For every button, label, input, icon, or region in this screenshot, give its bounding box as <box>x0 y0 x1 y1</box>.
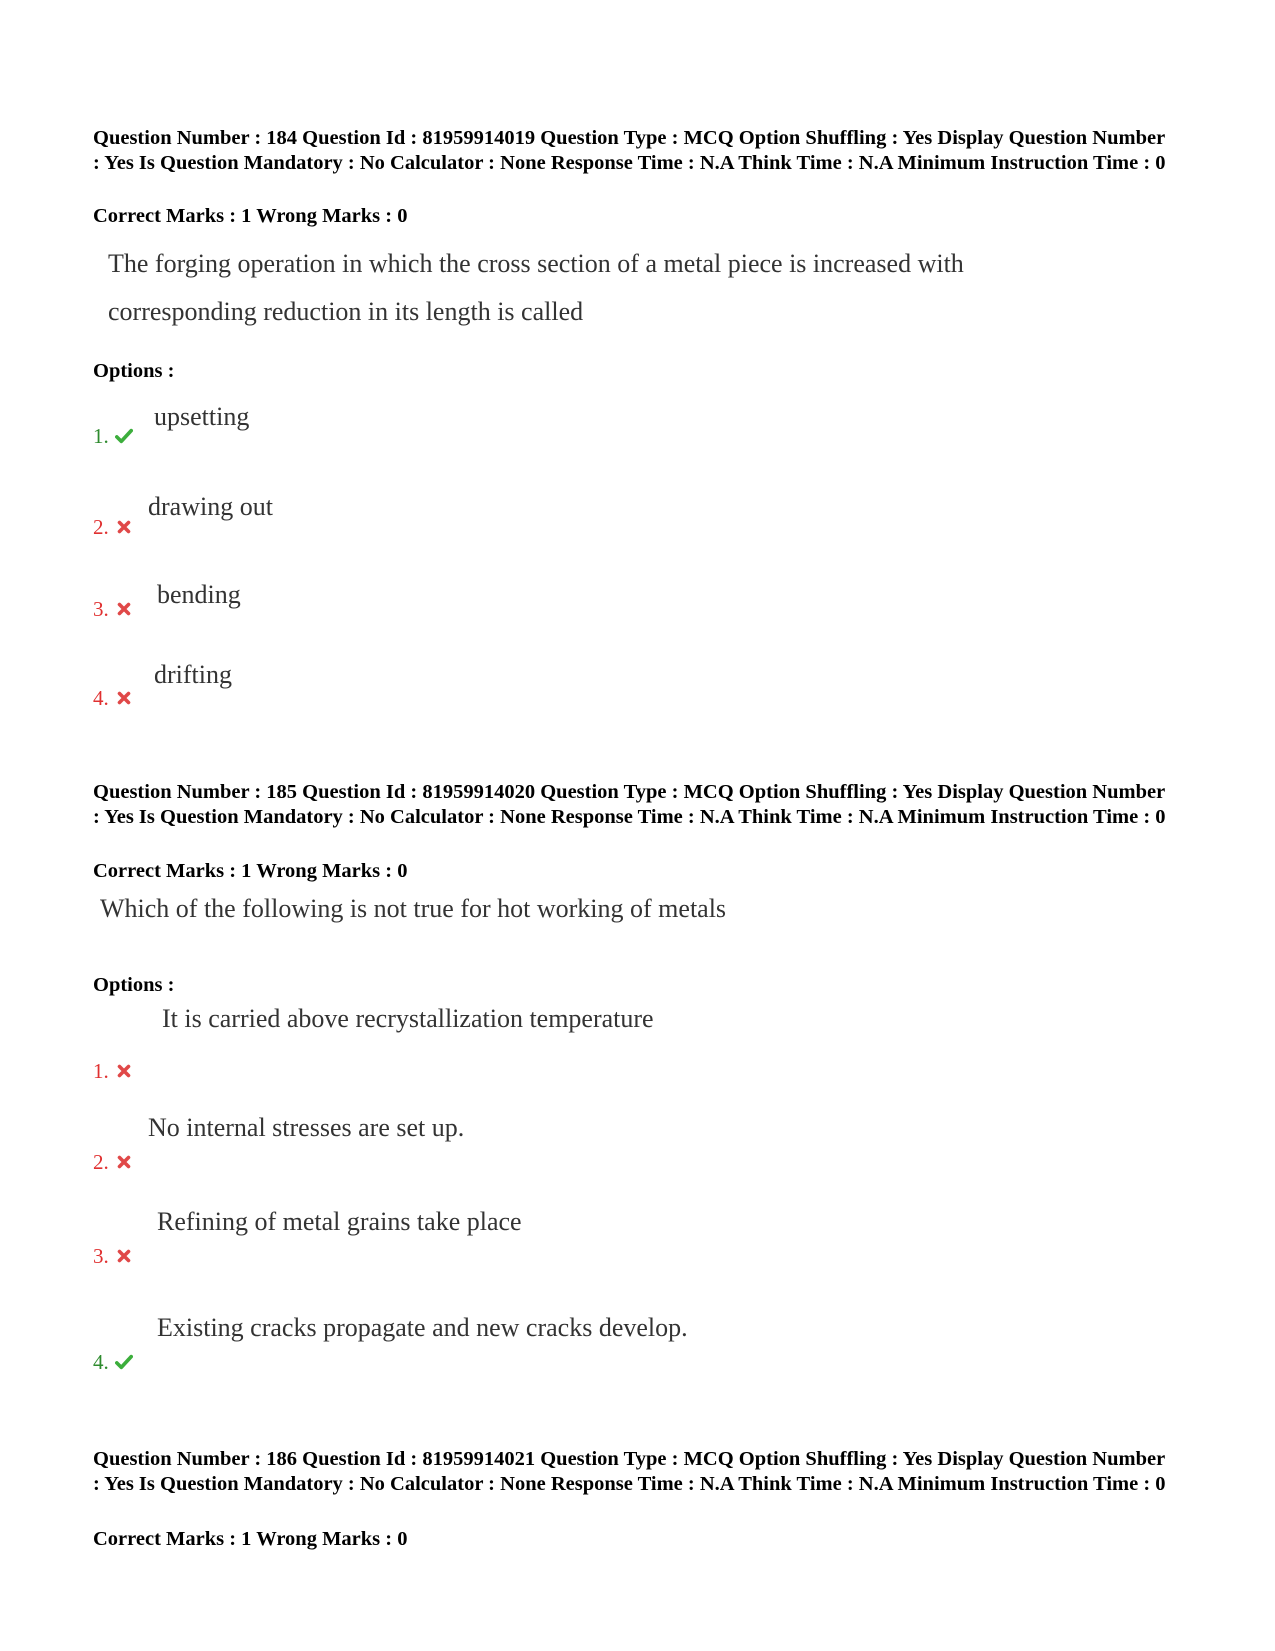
question-184-option-3-text: bending <box>157 580 241 609</box>
question-186-meta: Question Number : 186 Question Id : 81959914021 Question Type : MCQ Option Shuffling : Yes Display Question Number : Yes Is Question Mandatory : No Calculator : None Response Time : N.A Think Time : N.A Minimum Instruction Time : 0 <box>93 1448 1166 1495</box>
question-184-marks: Correct Marks : 1 Wrong Marks : 0 <box>93 205 408 227</box>
cross-icon <box>115 518 133 536</box>
check-icon <box>115 427 133 445</box>
question-185-option-3-text: Refining of metal grains take place <box>157 1207 522 1236</box>
check-icon <box>115 1353 133 1371</box>
question-185-option-4-number: 4. <box>93 1350 133 1375</box>
cross-icon <box>115 689 133 707</box>
question-184-text-line2: corresponding reduction in its length is called <box>108 297 584 326</box>
question-185-text-line1: Which of the following is not true for hot working of metals <box>100 894 727 923</box>
question-184-text-line1: The forging operation in which the cross section of a metal piece is increased with <box>108 249 964 278</box>
question-184-meta: Question Number : 184 Question Id : 81959914019 Question Type : MCQ Option Shuffling : Yes Display Question Number : Yes Is Question Mandatory : No Calculator : None Response Time : N.A Think Time : N.A Minimum Instruction Time : 0 <box>93 127 1166 174</box>
question-185-marks: Correct Marks : 1 Wrong Marks : 0 <box>93 860 408 882</box>
question-185-option-2-text: No internal stresses are set up. <box>148 1113 465 1142</box>
question-185-meta: Question Number : 185 Question Id : 81959914020 Question Type : MCQ Option Shuffling : Yes Display Question Number : Yes Is Question Mandatory : No Calculator : None Response Time : N.A Think Time : N.A Minimum Instruction Time : 0 <box>93 781 1166 828</box>
cross-icon <box>115 1153 133 1171</box>
question-185-option-2-number: 2. <box>93 1150 133 1175</box>
question-184-options-label: Options : <box>93 360 175 382</box>
question-184-option-3-number: 3. <box>93 597 133 622</box>
question-184-option-1-number: 1. <box>93 424 133 449</box>
question-185-option-4-text: Existing cracks propagate and new cracks develop. <box>157 1313 688 1342</box>
question-185-option-1-number: 1. <box>93 1059 133 1084</box>
question-184-option-2-text: drawing out <box>148 492 273 521</box>
question-184-option-1-text: upsetting <box>154 402 250 431</box>
cross-icon <box>115 1247 133 1265</box>
question-185-option-1-text: It is carried above recrystallization temperature <box>162 1004 654 1033</box>
question-184-option-2-number: 2. <box>93 515 133 540</box>
question-185-option-3-number: 3. <box>93 1244 133 1269</box>
question-184-option-4-text: drifting <box>154 660 232 689</box>
question-184-option-4-number: 4. <box>93 686 133 711</box>
question-186-marks: Correct Marks : 1 Wrong Marks : 0 <box>93 1528 408 1550</box>
cross-icon <box>115 600 133 618</box>
cross-icon <box>115 1062 133 1080</box>
question-185-options-label: Options : <box>93 974 175 996</box>
